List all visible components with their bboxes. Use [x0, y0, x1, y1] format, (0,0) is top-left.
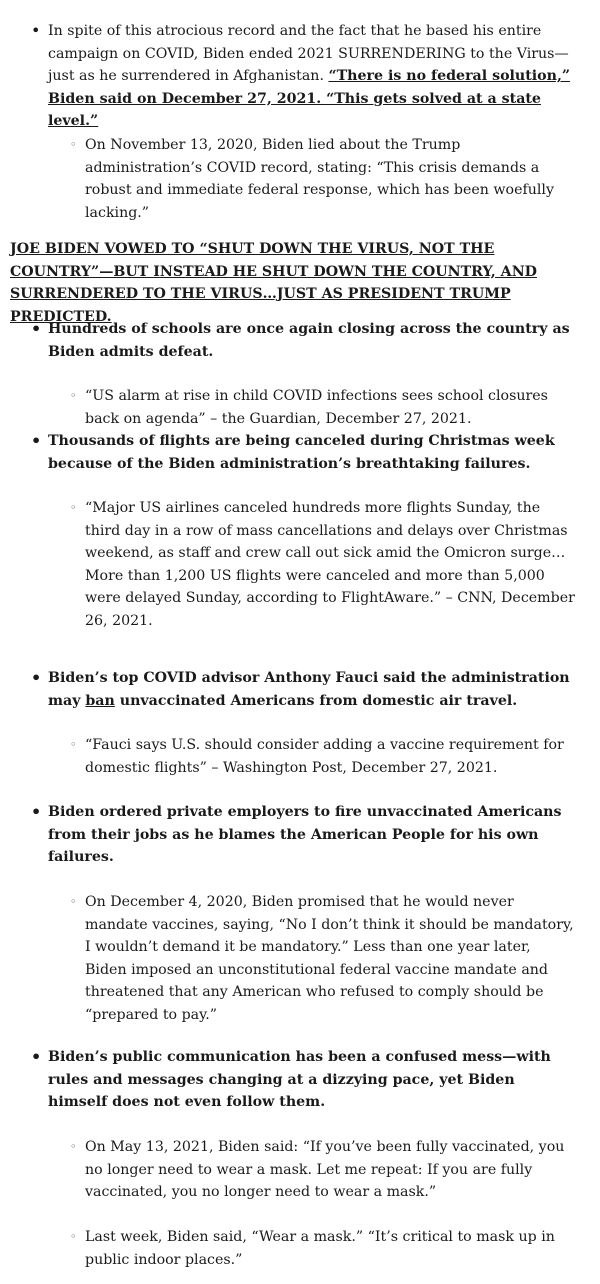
- sub-november-13: ◦ On November 13, 2020, Biden lied about the Trump administration’s COVID record, stating: “This crisis demands a robust and immediate federal response, which has been woefully lacking.”: [85, 134, 575, 224]
- sub-guardian: ◦ “US alarm at rise in child COVID infections sees school closures back on agenda” – the Guardian, December 27, 2021.: [85, 385, 575, 430]
- bullet-fauci-pre: Biden’s top COVID advisor Anthony Fauci said the administration may: [48, 670, 570, 709]
- sub-cnn: ◦ “Major US airlines canceled hundreds more flights Sunday, the third day in a row of mass cancellations and delays over Christmas weekend, as staff and crew call out sick amid the Omicron surge… More than 1,200 US flights were canceled and more than 5,000 were delayed Sunday, according to FlightAware.” – CNN, December 26, 2021.: [85, 497, 575, 632]
- bullet-fauci-ban: ban: [85, 692, 115, 709]
- bullet-fauci: [48, 667, 578, 712]
- bullet-communication: • Biden’s public communication has been a confused mess—with rules and messages changing at a dizzying pace, yet Biden himself does not even follow them.: [48, 1046, 578, 1114]
- sub-washington-post: ◦ “Fauci says U.S. should consider adding a vaccine requirement for domestic flights” – Washington Post, December 27, 2021.: [85, 734, 575, 779]
- bullet-flights: • Thousands of flights are being canceled during Christmas week because of the Biden administration’s breathtaking failures.: [48, 430, 578, 475]
- sub-may-13: ◦ On May 13, 2021, Biden said: “If you’ve been fully vaccinated, you no longer need to wear a mask. Let me repeat: If you are fully vaccinated, you no longer need to wear a mask.”: [85, 1136, 575, 1204]
- section-heading: JOE BIDEN VOWED TO “SHUT DOWN THE VIRUS, NOT THE COUNTRY”—BUT INSTEAD HE SHUT DOWN THE COUNTRY, AND SURRENDERED TO THE VIRUS…JUST AS PRESIDENT TRUMP PREDICTED.: [10, 241, 537, 325]
- sub-last-week: ◦ Last week, Biden said, “Wear a mask.” “It’s critical to mask up in public indoor places.”: [85, 1226, 575, 1271]
- bullet-schools: • Hundreds of schools are once again closing across the country as Biden admits defeat.: [48, 318, 578, 363]
- bullet-mandate: • Biden ordered private employers to fire unvaccinated Americans from their jobs as he blames the American People for his own failures.: [48, 801, 578, 869]
- bullet-surrender: [48, 20, 578, 133]
- bullet-fauci-post: unvaccinated Americans from domestic air travel.: [114, 692, 518, 709]
- sub-december-4: ◦ On December 4, 2020, Biden promised that he would never mandate vaccines, saying, “No I don’t think it should be mandatory, I wouldn’t demand it be mandatory.” Less than one year later, Biden imposed an unconstitutional federal vaccine mandate and threatened that any American who refused to comply should be “prepared to pay.”: [85, 891, 575, 1026]
- bullet-surrender-text: In spite of this atrocious record and the fact that he based his entire campaign on COVID, Biden ended 2021 SURRENDERING to the Virus—just as he surrendered in Afghanistan.: [48, 23, 569, 84]
- bullet-surrender-quote: “There is no federal solution,” Biden said on December 27, 2021. “This gets solved at a state level.”: [48, 68, 571, 129]
